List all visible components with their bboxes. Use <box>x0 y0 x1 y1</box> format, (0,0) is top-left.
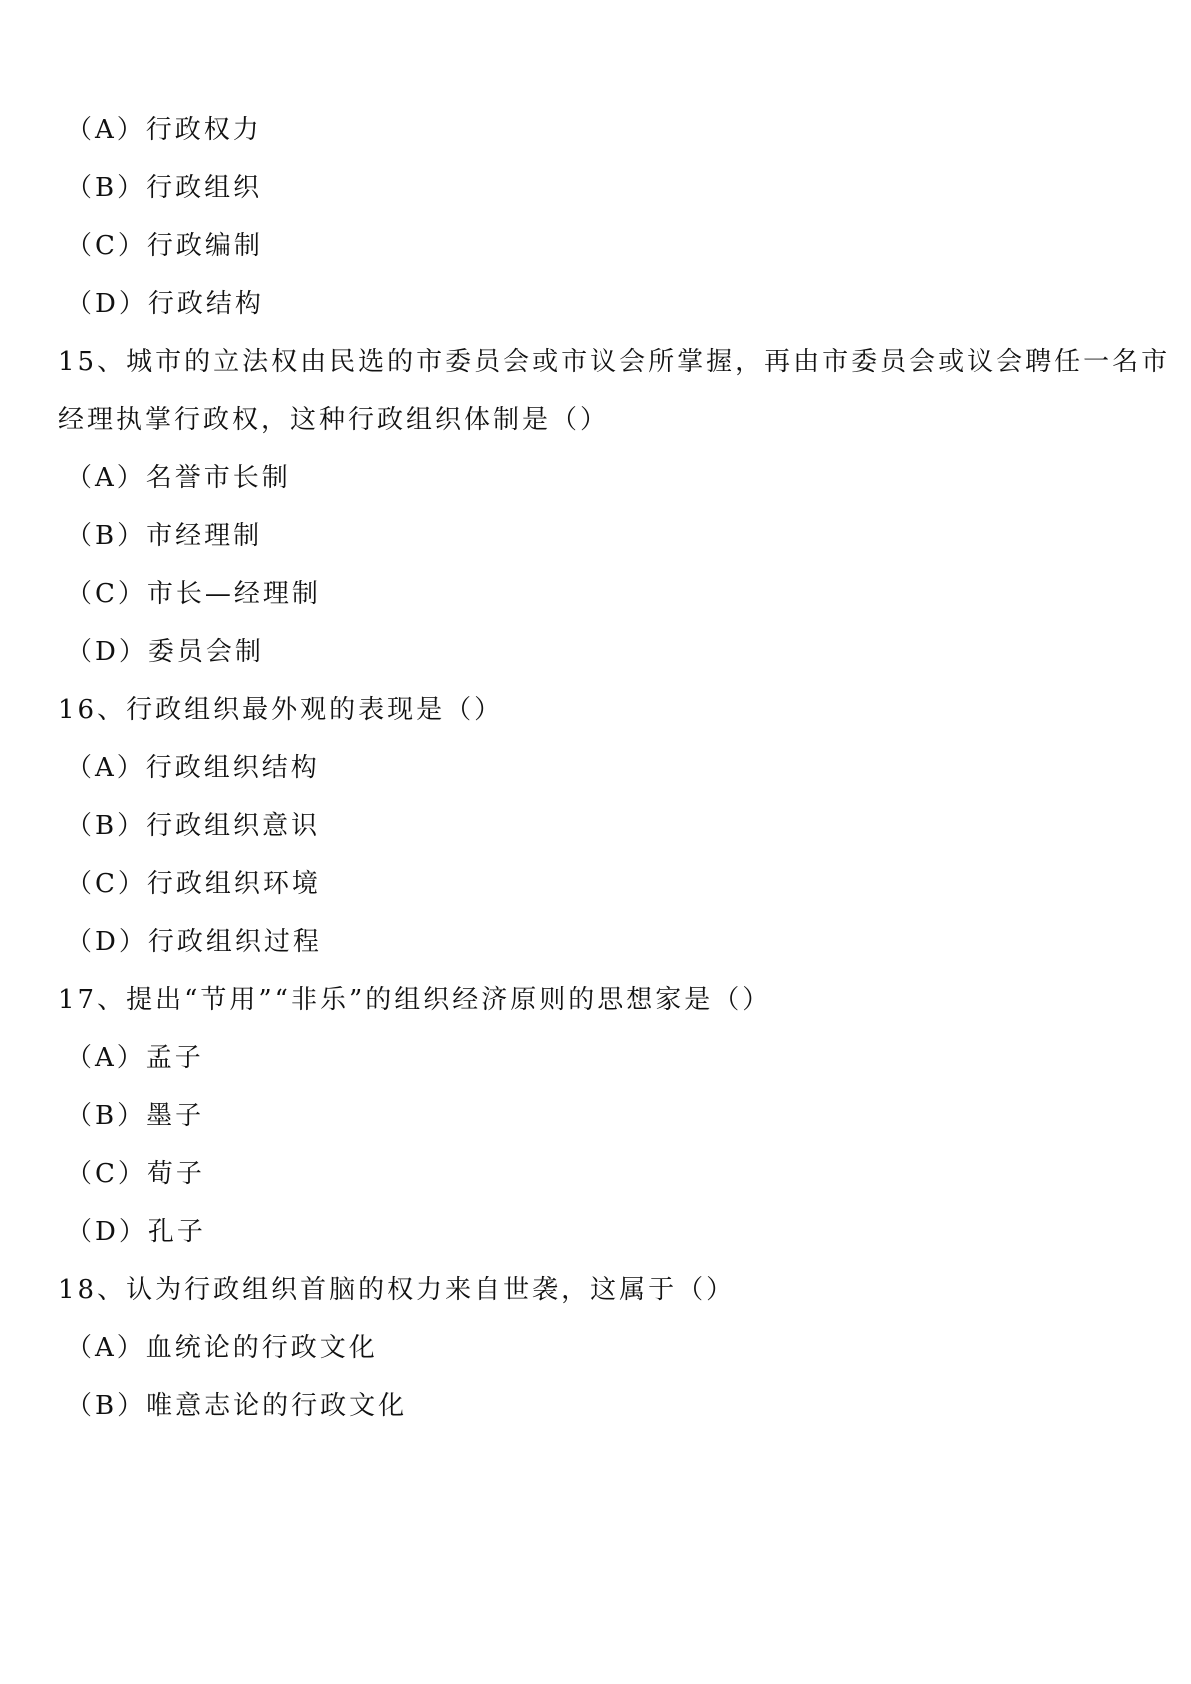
q16-option-c: （C）行政组织环境 <box>66 869 321 899</box>
q17-stem: 17、提出“节用”“非乐”的组织经济原则的思想家是（） <box>58 985 772 1015</box>
q15-option-b: （B）市经理制 <box>66 521 263 551</box>
q15-stem-line2: 经理执掌行政权，这种行政组织体制是（） <box>58 405 610 435</box>
q15-option-a: （A）名誉市长制 <box>66 463 291 493</box>
q18-option-b: （B）唯意志论的行政文化 <box>66 1391 408 1421</box>
q17-option-d: （D）孔子 <box>66 1217 206 1247</box>
q14-option-a: （A）行政权力 <box>66 115 262 145</box>
q17-option-b: （B）墨子 <box>66 1101 205 1131</box>
q16-option-b: （B）行政组织意识 <box>66 811 321 841</box>
q15-option-d: （D）委员会制 <box>66 637 264 667</box>
q18-option-a: （A）血统论的行政文化 <box>66 1333 378 1363</box>
q15-stem-line1: 15、城市的立法权由民选的市委员会或市议会所掌握，再由市委员会或议会聘任一名市 <box>58 347 1171 377</box>
q16-option-d: （D）行政组织过程 <box>66 927 322 957</box>
q17-option-a: （A）孟子 <box>66 1043 204 1073</box>
q18-stem: 18、认为行政组织首脑的权力来自世袭，这属于（） <box>58 1275 736 1305</box>
q14-option-c: （C）行政编制 <box>66 231 263 261</box>
q16-option-a: （A）行政组织结构 <box>66 753 320 783</box>
q15-option-c: （C）市长—经理制 <box>66 579 321 609</box>
q14-option-d: （D）行政结构 <box>66 289 264 319</box>
q17-option-c: （C）荀子 <box>66 1159 205 1189</box>
q16-stem: 16、行政组织最外观的表现是（） <box>58 695 504 725</box>
q14-option-b: （B）行政组织 <box>66 173 263 203</box>
